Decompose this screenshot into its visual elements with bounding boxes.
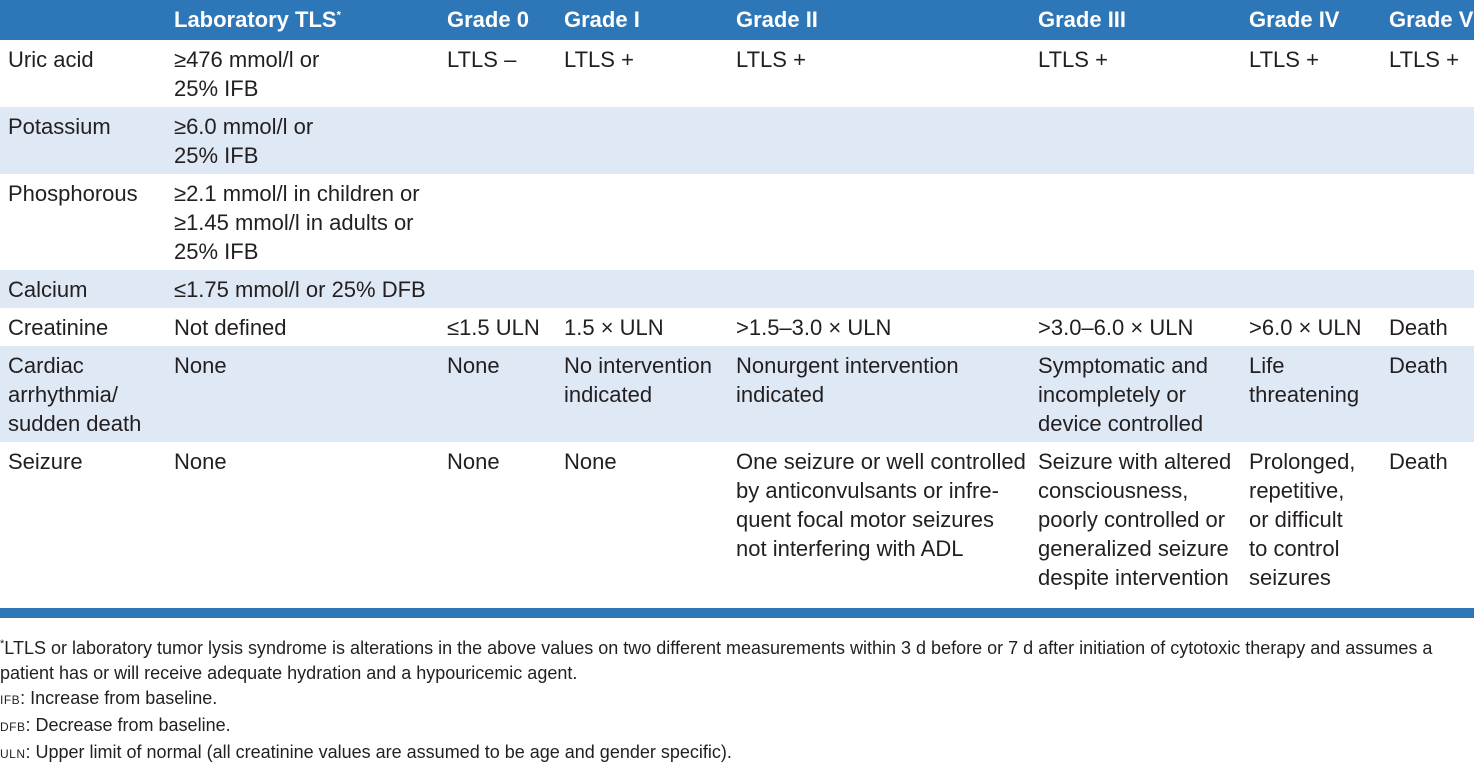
table-cell: Seizure with altered consciousness, poorly controlled or generalized seizure despite intervention <box>1038 449 1232 590</box>
table-cell: Not defined <box>174 315 287 340</box>
table-cell <box>1030 270 1241 308</box>
table-cell <box>1241 107 1381 174</box>
table-cell: Nonurgent intervention indicated <box>736 353 959 407</box>
table-cell: Prolonged, repetitive, or difficult to control seizures <box>1249 449 1356 590</box>
row-parameter-cell: Seizure <box>8 449 83 474</box>
row-parameter-cell: Calcium <box>8 277 88 302</box>
table-cell: Death <box>1389 449 1448 474</box>
table-cell: LTLS + <box>736 47 806 72</box>
table-cell: LTLS + <box>1038 47 1108 72</box>
table-footnotes <box>0 618 1474 767</box>
table-cell: LTLS + <box>564 47 634 72</box>
table-cell: No intervention indicated <box>564 353 712 407</box>
row-parameter-cell: Uric acid <box>8 47 94 72</box>
header-grade-2: Grade II <box>736 7 818 32</box>
table-row <box>0 346 1474 442</box>
table-row <box>0 442 1474 613</box>
table-cell: ≤1.5 ULN <box>447 315 540 340</box>
table-cell: ≥476 mmol/l or 25% IFB <box>174 47 320 101</box>
table-cell: Life threatening <box>1249 353 1360 407</box>
table-cell: None <box>174 449 227 474</box>
table-cell: LTLS – <box>447 47 517 72</box>
footnote-uln: ULN: Upper limit of normal (all creatinine values are assumed to be age and gender specific). <box>0 742 732 762</box>
table-row <box>0 107 1474 174</box>
table-cell: 1.5 × ULN <box>564 315 664 340</box>
table-cell: LTLS + <box>1249 47 1319 72</box>
header-grade-5: Grade V <box>1389 7 1474 32</box>
table-cell: ≥6.0 mmol/l or 25% IFB <box>174 114 314 168</box>
table-cell <box>728 270 1030 308</box>
table-cell: None <box>564 449 617 474</box>
row-parameter-cell: Creatinine <box>8 315 109 340</box>
table-cell: Death <box>1389 315 1448 340</box>
table-cell <box>1381 107 1474 174</box>
table-cell: >6.0 × ULN <box>1249 315 1362 340</box>
header-grade-4: Grade IV <box>1249 7 1340 32</box>
table-cell: LTLS + <box>1389 47 1459 72</box>
table-cell <box>439 107 556 174</box>
header-grade-0: Grade 0 <box>447 7 529 32</box>
table-cell: None <box>447 353 500 378</box>
table-cell <box>556 270 728 308</box>
row-parameter-cell: Potassium <box>8 114 111 139</box>
table-cell <box>1381 270 1474 308</box>
table-cell: ≤1.75 mmol/l or 25% DFB <box>174 277 426 302</box>
table-cell <box>1241 270 1381 308</box>
table-cell <box>1030 107 1241 174</box>
table-cell: >1.5–3.0 × ULN <box>736 315 892 340</box>
header-laboratory-tls: Laboratory TLS* <box>174 7 341 32</box>
table-cell <box>1030 174 1241 270</box>
table-row <box>0 174 1474 270</box>
table-cell <box>1381 174 1474 270</box>
table-cell: None <box>447 449 500 474</box>
header-parameter <box>0 0 166 40</box>
table-cell <box>1241 174 1381 270</box>
table-row <box>0 270 1474 308</box>
table-cell: >3.0–6.0 × ULN <box>1038 315 1194 340</box>
table-row <box>0 40 1474 107</box>
header-grade-1: Grade I <box>564 7 640 32</box>
table-cell: Symptomatic and incompletely or device controlled <box>1038 353 1208 436</box>
table-cell <box>556 174 728 270</box>
table-cell: One seizure or well controlled by anticonvulsants or infre- quent focal motor seizures not interfering with ADL <box>736 449 1026 561</box>
table-header-row <box>0 0 1474 40</box>
table-cell: ≥2.1 mmol/l in children or ≥1.45 mmol/l in adults or 25% IFB <box>174 181 420 264</box>
header-grade-3: Grade III <box>1038 7 1127 32</box>
table-cell <box>439 270 556 308</box>
footnote-ifb: IFB: Increase from baseline. <box>0 688 218 708</box>
footnote-ltls: *LTLS or laboratory tumor lysis syndrome is alterations in the above values on two different measurements within 3 d before or 7 d after initiation of cytotoxic therapy and assumes a patient has or will receive adequate hydration and a hypouricemic agent. <box>0 638 1433 683</box>
table-cell: None <box>174 353 227 378</box>
footnote-dfb: DFB: Decrease from baseline. <box>0 715 231 735</box>
table-cell <box>439 174 556 270</box>
header-footnote-mark: * <box>336 9 341 22</box>
table-cell: Death <box>1389 353 1448 378</box>
table-row <box>0 308 1474 346</box>
table-cell <box>556 107 728 174</box>
row-parameter-cell: Cardiac arrhythmia/ sudden death <box>8 353 142 436</box>
table-cell <box>728 174 1030 270</box>
table-cell <box>728 107 1030 174</box>
row-parameter-cell: Phosphorous <box>8 181 138 206</box>
